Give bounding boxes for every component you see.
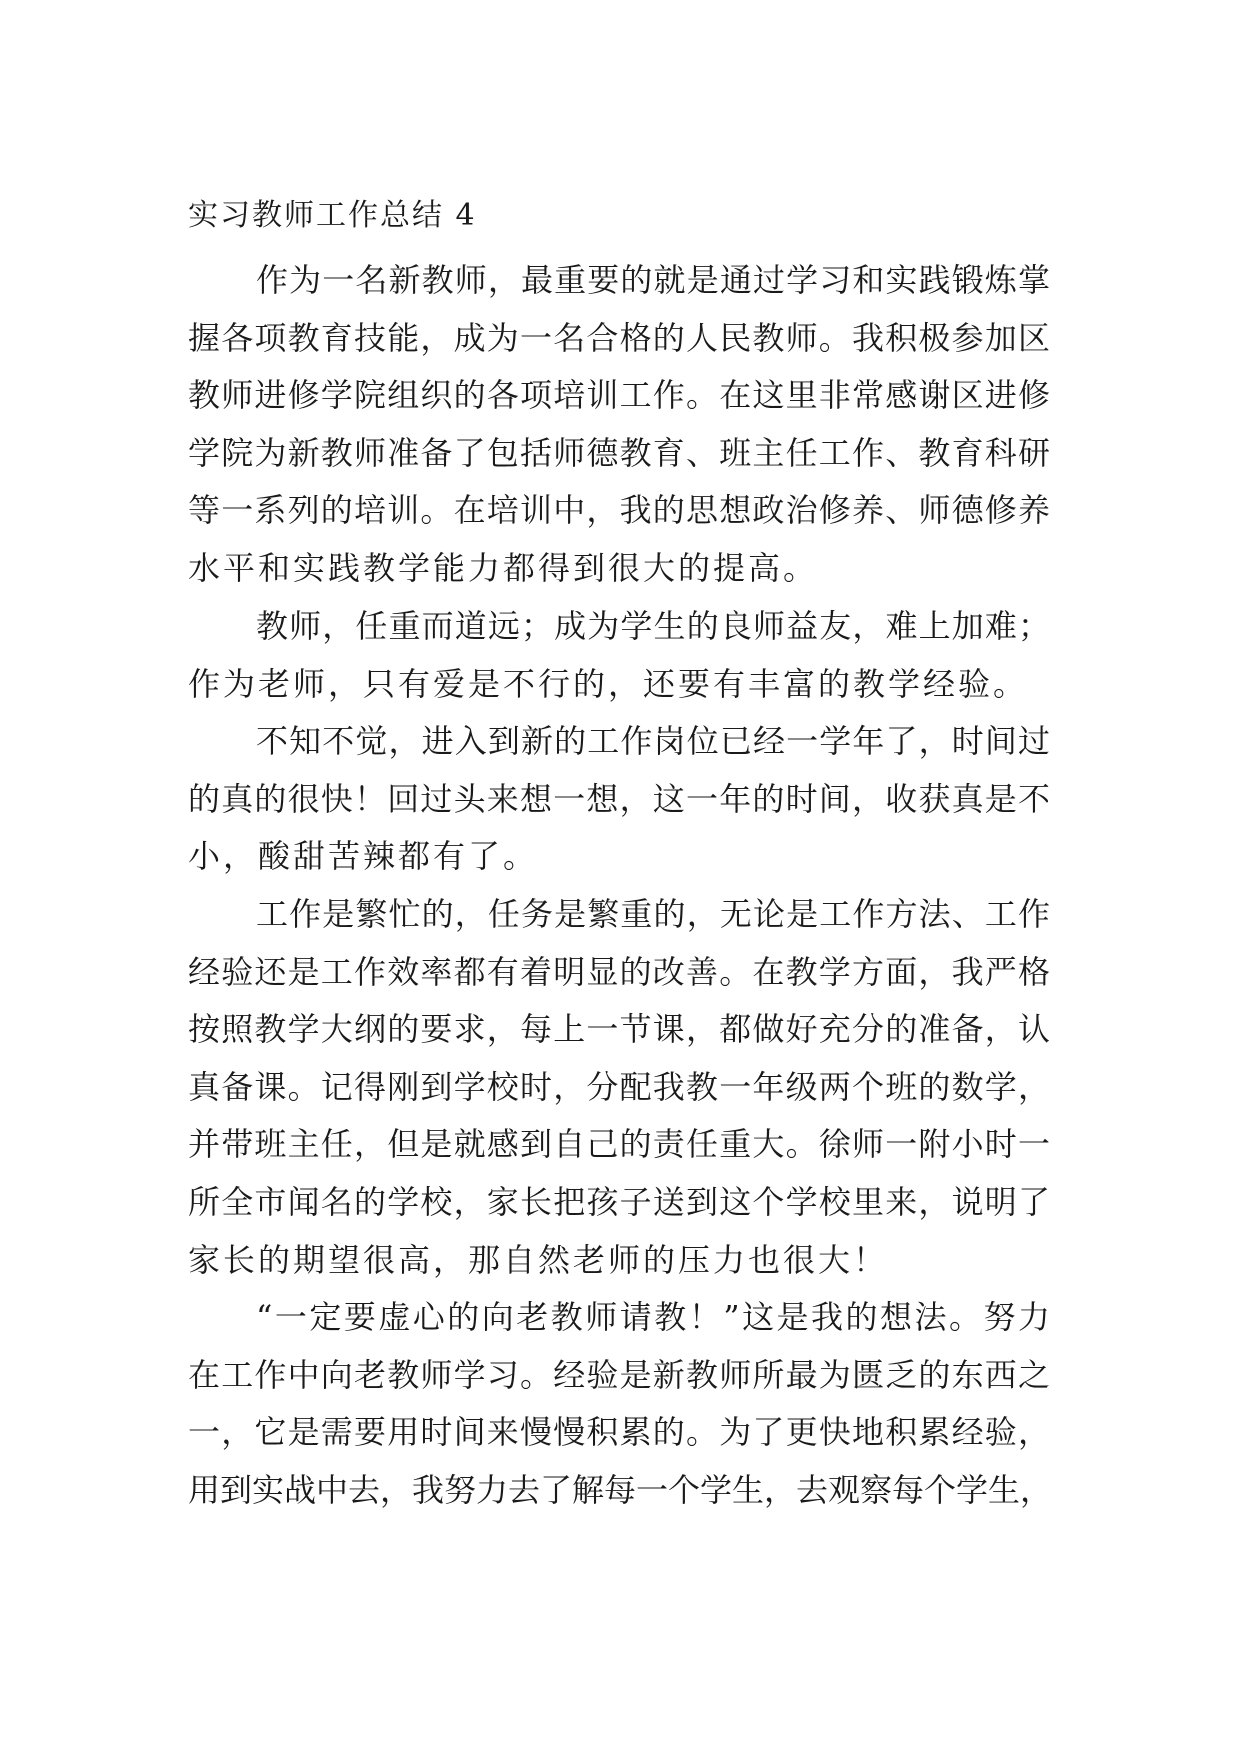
paragraph-line: 所全市闻名的学校，家长把孩子送到这个学校里来，说明了: [188, 1183, 1050, 1221]
paragraph-line: 握各项教育技能，成为一名合格的人民教师。我积极参加区: [188, 319, 1050, 357]
paragraph-line: 不知不觉，进入到新的工作岗位已经一学年了，时间过: [256, 722, 1050, 760]
paragraph-line: 在工作中向老教师学习。经验是新教师所最为匮乏的东西之: [188, 1356, 1050, 1394]
paragraph-line: 教师，任重而道远；成为学生的良师益友，难上加难；: [256, 607, 1050, 645]
paragraph-line: 等一系列的培训。在培训中，我的思想政治修养、师德修养: [188, 491, 1050, 529]
paragraph-line: 并带班主任，但是就感到自己的责任重大。徐师一附小时一: [188, 1125, 1050, 1163]
paragraph-line: 经验还是工作效率都有着明显的改善。在教学方面，我严格: [188, 953, 1050, 991]
paragraph-line: 作为老师，只有爱是不行的，还要有丰富的教学经验。: [188, 665, 1029, 703]
paragraph-line: 学院为新教师准备了包括师德教育、班主任工作、教育科研: [188, 434, 1050, 472]
paragraph-line: 一，它是需要用时间来慢慢积累的。为了更快地积累经验，: [188, 1413, 1050, 1451]
paragraph-line: 用到实战中去，我努力去了解每一个学生，去观察每个学生，: [188, 1471, 1053, 1509]
paragraph-line: 家长的期望很高，那自然老师的压力也很大！: [188, 1241, 889, 1279]
document-title: 实习教师工作总结 4: [188, 198, 477, 233]
paragraph-line: 按照教学大纲的要求，每上一节课，都做好充分的准备，认: [188, 1010, 1050, 1048]
paragraph-line: 作为一名新教师，最重要的就是通过学习和实践锻炼掌: [256, 261, 1050, 299]
paragraph-line: 工作是繁忙的，任务是繁重的，无论是工作方法、工作: [256, 895, 1050, 933]
paragraph-line: 水平和实践教学能力都得到很大的提高。: [188, 549, 819, 587]
paragraph-line: 真备课。记得刚到学校时，分配我教一年级两个班的数学，: [188, 1068, 1050, 1106]
paragraph-line: 教师进修学院组织的各项培训工作。在这里非常感谢区进修: [188, 376, 1050, 414]
paragraph-line: 的真的很快！回过头来想一想，这一年的时间，收获真是不: [188, 780, 1050, 818]
paragraph-line: “一定要虚心的向老教师请教！”这是我的想法。努力: [256, 1298, 1050, 1336]
paragraph-line: 小，酸甜苦辣都有了。: [188, 837, 539, 875]
